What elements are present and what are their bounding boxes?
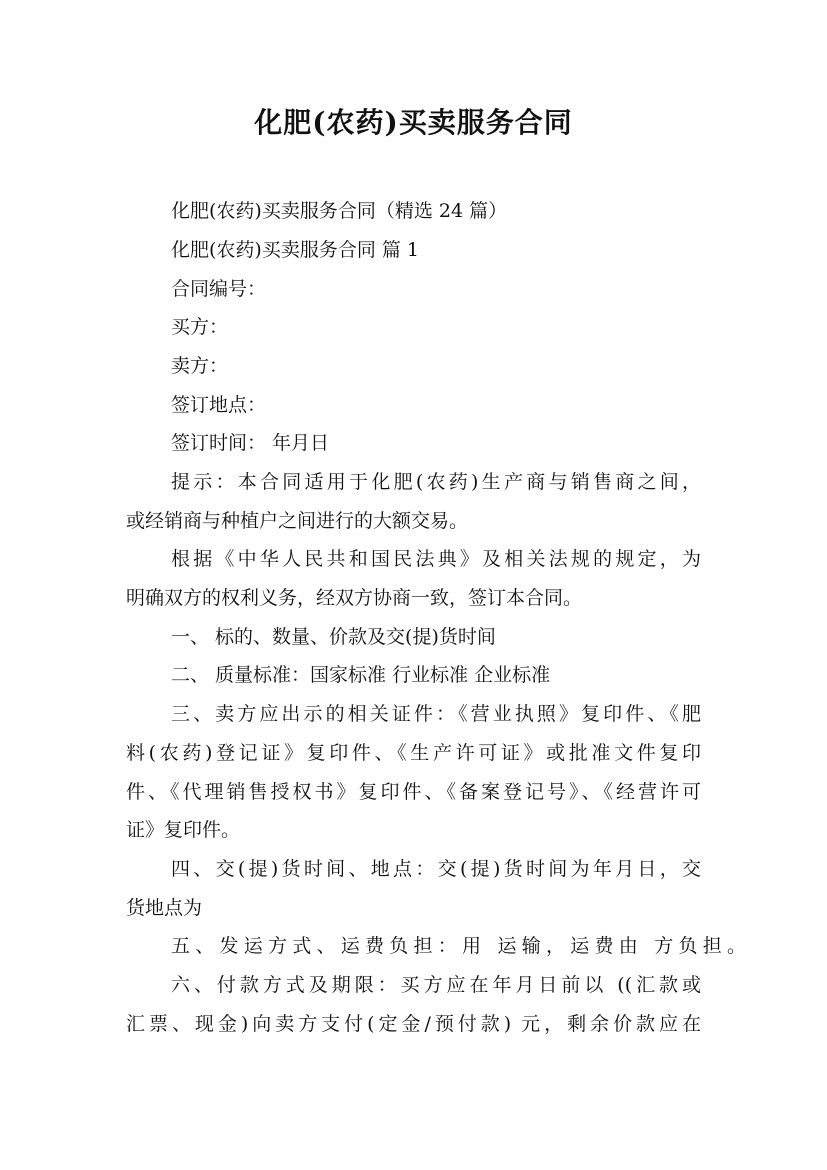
doc-line: 签订地点： <box>171 394 267 416</box>
doc-line: 明确双方的权利义务，经双方协商一致，签订本合同。 <box>126 587 583 609</box>
doc-line: 合同编号： <box>171 278 267 300</box>
doc-line: 根据《中华人民共和国民法典》及相关法规的规定，为 <box>171 548 701 570</box>
doc-line: 料(农药)登记证》复印件、《生产许可证》或批准文件复印 <box>126 742 701 764</box>
doc-line: 三、卖方应出示的相关证件：《营业执照》复印件、《肥 <box>171 703 701 725</box>
doc-line: 买方： <box>171 316 229 338</box>
doc-line: 件、《代理销售授权书》复印件、《备案登记号》、《经营许可 <box>126 781 701 803</box>
document-title: 化肥(农药)买卖服务合同 <box>254 106 573 139</box>
doc-line: 提示：本合同适用于化肥(农药)生产商与销售商之间， <box>171 471 701 493</box>
doc-line: 一、 标的、数量、价款及交(提)货时间 <box>171 626 496 648</box>
doc-line: 货地点为 <box>126 897 203 919</box>
doc-line: 化肥(农药)买卖服务合同 篇 1 <box>171 239 419 261</box>
doc-line: 二、 质量标准：国家标准 行业标准 企业标准 <box>171 664 551 686</box>
doc-line: 证》复印件。 <box>126 819 241 841</box>
doc-line: 四、交(提)货时间、地点：交(提)货时间为年月日，交 <box>171 858 701 880</box>
doc-line: 或经销商与种植户之间进行的大额交易。 <box>126 510 469 532</box>
doc-line: 六、付款方式及期限：买方应在年月日前以 ((汇款或 <box>171 974 701 996</box>
doc-line: 卖方： <box>171 355 229 377</box>
doc-line: 化肥(农药)买卖服务合同（精选 24 篇） <box>171 200 508 222</box>
doc-line: 签订时间： 年月日 <box>171 432 330 454</box>
doc-line: 汇票、现金)向卖方支付(定金/预付款) 元，剩余价款应在 <box>126 1013 701 1035</box>
doc-line: 五、发运方式、运费负担：用 运输，运费由 方负担。 <box>171 935 746 957</box>
